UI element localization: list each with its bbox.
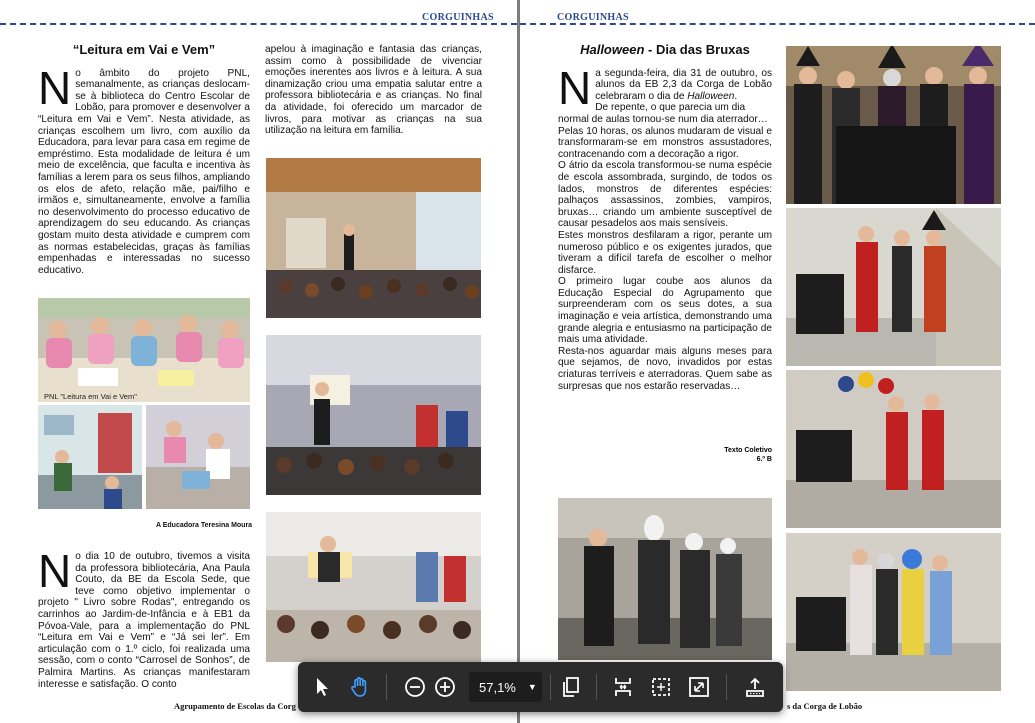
- photo-label: PNL "Leitura em Vai e Vem": [44, 392, 137, 401]
- select-tool-button[interactable]: [306, 671, 338, 703]
- article-signature: Texto Coletivo 6.º B: [724, 447, 772, 463]
- header-rule: [0, 23, 517, 25]
- drop-cap: N: [38, 545, 72, 597]
- zoom-level-value: 57,1%: [479, 679, 516, 695]
- photo-halloween-costumes: [786, 46, 1001, 204]
- article-column: [38, 44, 250, 276]
- article-paragraph: Pelas 10 horas, os alunos mudaram de visual e transformaram-se em monstros assustadores, contracenando com a decoração a rigor.: [558, 125, 772, 160]
- fit-height-icon: [611, 675, 635, 699]
- article-paragraph: O primeiro lugar coube aos alunos da Educação Especial do Agrupamento que surpreenderam com os seus dotes, a sua imaginação e veia artística, demonstrando uma grande alegria e entusiasmo na participação de mais uma atividade.: [558, 276, 772, 346]
- photo-ghost-costumes: [558, 498, 772, 660]
- toolbar-divider: [726, 674, 727, 700]
- fullscreen-button[interactable]: [683, 671, 715, 703]
- photo-carrosel-de-sonhos: [266, 512, 481, 662]
- article-column: [265, 44, 482, 137]
- page-view-button[interactable]: [555, 671, 587, 703]
- left-page: [0, 0, 517, 723]
- article-paragraph: No dia 10 de outubro, tivemos a visita da professora bibliotecária, Ana Paula Couto, da BE da Escola Sede, que teve como objetivo implementar o projeto " Livro sobre Rodas", entregando os carrinhos ao Jardim-de-Infância e à EB1 da Póvoa-Vale, para a implementação do PNL “Leitura em Vai e Vem” e “Já sei ler”. Em articulação com o 1.º ciclo, foi realizada uma sessão, com o conto “Carrosel de Sonhos”, de Palmira Martins. As crianças manifestaram interesse e satisfação. O conto: [38, 545, 250, 690]
- zoom-in-button[interactable]: [429, 671, 461, 703]
- export-icon: [743, 675, 767, 699]
- photo-clowns-stage: [786, 533, 1001, 691]
- export-button[interactable]: [739, 671, 771, 703]
- photo-library-session: [266, 158, 481, 318]
- right-page: [520, 0, 1035, 723]
- article-paragraph: O átrio da escola transformou-se numa espécie de escola assombrada, surgindo, de todos os lados, monstros de diferentes espécies: palhaços assassinos, zombies, vampiros, bruxas… criando um ambiente susceptível de causar pesadelos aos mais sensíveis.: [558, 160, 772, 230]
- photo-devils-stage: [786, 370, 1001, 528]
- footer-text: s da Corga de Lobão: [787, 701, 863, 711]
- photo-witches-stage: [786, 208, 1001, 366]
- drop-cap: N: [558, 61, 592, 114]
- chevron-down-icon: ▼: [527, 682, 537, 692]
- fit-page-icon: [649, 675, 673, 699]
- zoom-in-icon: [433, 675, 457, 699]
- photo-children-library: [38, 405, 142, 509]
- fit-height-button[interactable]: [607, 671, 639, 703]
- article-paragraph: Estes monstros desfilaram a rigor, perante um numeroso público e os exigentes jurados, que tiveram a difícil tarefa de escolher o melhor disfarce.: [558, 229, 772, 276]
- page-view-icon: [559, 675, 583, 699]
- viewer-toolbar: [298, 662, 783, 712]
- photo-children-reading: [38, 298, 250, 402]
- article-column: [38, 545, 250, 690]
- drop-cap: N: [38, 61, 72, 114]
- select-cursor-icon: [310, 675, 334, 699]
- article-paragraph: No âmbito do projeto PNL, semanalmente, as crianças deslocam-se à biblioteca do Centro Escolar de Lobão, para promover e desenvolver a “Leitura em Vai e Vem”. Nesta atividade, as crianças escolhem um livro, com auxílio da Educadora, para levar para casa em regime de empréstimo. Esta modalidade de leitura é um meio de excelência, que faculta e incentiva às famílias a lerem para os seus filhos, ampliando os elos de afeto, relação mãe, pai/filho e irmãos e, simultaneamente, envolve a família no desenvolvimento do processo educativo de aprendizagem do seu educando. As crianças gostam muito desta atividade e cumprem com as normas estabelecidas, graças às famílias empenhadas e interessadas no sucesso educativo.: [38, 61, 250, 276]
- photo-children-floor: [146, 405, 250, 509]
- fit-page-button[interactable]: [645, 671, 677, 703]
- article-title: Halloween - Dia das Bruxas: [580, 42, 750, 57]
- header-rule: [520, 23, 1035, 25]
- article-column: [558, 44, 772, 392]
- article-paragraph: apelou à imaginação e fantasia das crianças, assim como à possibilidade de vivenciar emoções inerentes aos livros e à leitura. A sua dinamização criou uma empatia salutar entre a professora bibliotecária e as crianças. No final da atividade, foi oferecido um marcador de livros, para motivar as crianças na sua utilização na leitura em família.: [265, 44, 482, 137]
- fullscreen-icon: [687, 675, 711, 699]
- hand-pan-icon: [348, 675, 372, 699]
- hand-tool-button[interactable]: [344, 671, 376, 703]
- photo-storytelling: [266, 335, 481, 495]
- toolbar-divider: [550, 674, 551, 700]
- zoom-level-select[interactable]: [469, 672, 542, 702]
- header-label: CORGUINHAS: [422, 12, 494, 23]
- zoom-out-button[interactable]: [399, 671, 431, 703]
- toolbar-divider: [596, 674, 597, 700]
- article-paragraph: Na segunda-feira, dia 31 de outubro, os alunos da EB 2,3 da Corga de Lobão celebraram o dia de Halloween.: [558, 61, 772, 114]
- article-title: “Leitura em Vai e Vem”: [72, 42, 216, 57]
- toolbar-divider: [386, 674, 387, 700]
- article-paragraph: De repente, o que parecia um dia normal de aulas tornou-se num dia aterrador…: [558, 102, 768, 125]
- photo-caption: A Educadora Teresina Moura: [156, 522, 253, 529]
- zoom-out-icon: [403, 675, 427, 699]
- header-label: CORGUINHAS: [557, 12, 629, 23]
- footer-text: Agrupamento de Escolas da Corg: [174, 701, 296, 711]
- article-paragraph: Resta-nos aguardar mais alguns meses para que sejamos, de novo, invadidos por estas criaturas terríveis e aterradoras. Quem sabe as surpresas que nos estarão reservadas…: [558, 345, 772, 392]
